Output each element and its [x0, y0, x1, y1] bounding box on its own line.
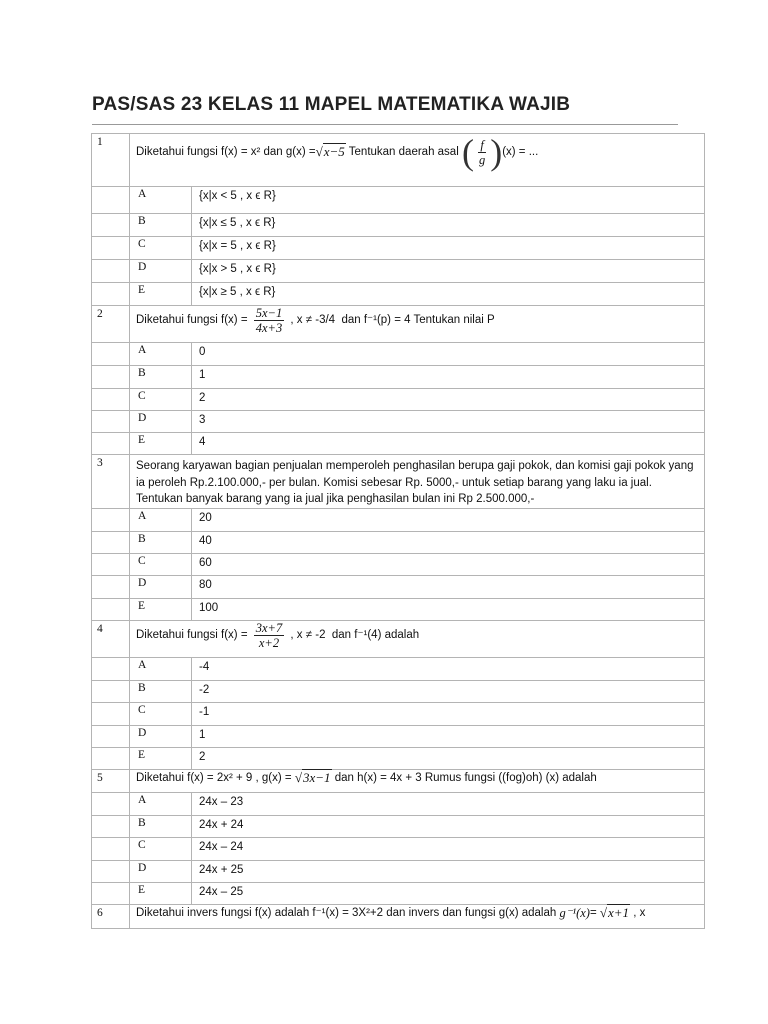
title-underline	[92, 124, 678, 125]
option-letter: C	[130, 553, 192, 575]
option-letter: C	[130, 237, 192, 260]
option-letter: C	[130, 702, 192, 725]
question-number: 6	[92, 904, 130, 928]
question-number: 2	[92, 306, 130, 343]
question-number: 5	[92, 769, 130, 792]
option-letter: D	[130, 575, 192, 598]
option-text: 24x + 24	[192, 815, 705, 837]
option-text: 24x – 25	[192, 882, 705, 904]
question-text	[130, 769, 705, 792]
page-title: PAS/SAS 23 KELAS 11 MAPEL MATEMATIKA WAJIB	[92, 94, 571, 115]
question-text	[130, 620, 705, 657]
option-letter: E	[130, 882, 192, 904]
option-letter: B	[130, 531, 192, 553]
option-text: 1	[192, 725, 705, 747]
option-letter: A	[130, 508, 192, 531]
option-letter: E	[130, 433, 192, 455]
option-letter: B	[130, 366, 192, 389]
option-text: 2	[192, 389, 705, 411]
option-text: 20	[192, 508, 705, 531]
q6-text-after: , x	[630, 906, 646, 919]
option-text: {x|x ≥ 5 , x ϵ R}	[192, 283, 705, 306]
question-row-6	[92, 904, 705, 928]
option-row	[92, 260, 705, 283]
fraction: $\frac{5x-1}{4x+3}$	[255, 306, 283, 335]
sqrt-expression: √3x−1	[294, 769, 331, 785]
option-text: 0	[192, 343, 705, 366]
option-letter: E	[130, 283, 192, 306]
question-number: 4	[92, 620, 130, 657]
q5-text-before: Diketahui f(x) = 2x² + 9 , g(x) =	[136, 771, 295, 784]
question-number: 3	[92, 455, 130, 509]
option-letter: D	[130, 411, 192, 433]
right-paren: )	[490, 132, 503, 172]
option-text: 80	[192, 575, 705, 598]
q1-text-after: (x) = ...	[502, 145, 539, 158]
question-row-2	[92, 306, 705, 343]
option-text: 24x – 24	[192, 837, 705, 860]
left-paren: (	[461, 132, 474, 172]
fraction: $\frac{f}{g}$	[478, 137, 486, 167]
option-row	[92, 214, 705, 237]
question-table	[91, 133, 705, 929]
option-text: 40	[192, 531, 705, 553]
sqrt-expression: √x−5	[315, 143, 345, 159]
q4-text-before: Diketahui fungsi f(x) =	[136, 628, 251, 641]
question-row-4	[92, 620, 705, 657]
option-text: -2	[192, 680, 705, 702]
option-letter: D	[130, 725, 192, 747]
q6-text-before: Diketahui invers fungsi f(x) adalah f⁻¹(x) = 3X²+2 dan invers dan fungsi g(x) adalah	[136, 906, 560, 919]
q5-text-after: dan h(x) = 4x + 3 Rumus fungsi ((fog)oh) (x) adalah	[331, 771, 597, 784]
option-letter: C	[130, 837, 192, 860]
fraction: $\frac{3x+7}{x+2}$	[255, 620, 283, 650]
option-letter: A	[130, 343, 192, 366]
option-text: 1	[192, 366, 705, 389]
q2-text-before: Diketahui fungsi f(x) =	[136, 314, 251, 327]
option-text: {x|x = 5 , x ϵ R}	[192, 237, 705, 260]
question-text	[130, 134, 705, 187]
question-number: 1	[92, 134, 130, 187]
option-letter: E	[130, 598, 192, 620]
question-row-5	[92, 769, 705, 792]
option-text: 100	[192, 598, 705, 620]
option-letter: C	[130, 389, 192, 411]
option-letter: A	[130, 792, 192, 815]
option-text: -4	[192, 657, 705, 680]
option-letter: D	[130, 260, 192, 283]
option-text: -1	[192, 702, 705, 725]
option-letter: B	[130, 680, 192, 702]
option-letter: A	[130, 657, 192, 680]
option-text: 24x – 23	[192, 792, 705, 815]
q2-text-after: , x ≠ -3/4 dan f⁻¹(p) = 4 Tentukan nilai P	[287, 314, 495, 327]
option-letter: B	[130, 214, 192, 237]
option-row	[92, 283, 705, 306]
option-row	[92, 237, 705, 260]
question-text	[130, 904, 705, 928]
q1-text-before: Diketahui fungsi f(x) = x² dan g(x) =	[136, 145, 316, 158]
option-letter: E	[130, 747, 192, 769]
question-text	[130, 306, 705, 343]
option-letter: D	[130, 860, 192, 882]
option-text: 2	[192, 747, 705, 769]
question-row-3	[92, 455, 705, 509]
option-row	[92, 187, 705, 214]
q6-text-eq: =	[589, 906, 600, 919]
option-text: 24x + 25	[192, 860, 705, 882]
option-letter: A	[130, 187, 192, 214]
q1-text-mid: Tentukan daerah asal	[345, 145, 462, 158]
question-text: Seorang karyawan bagian penjualan memperoleh penghasilan berupa gaji pokok, dan komisi gaji pokok yang ia peroleh Rp.2.100.000,- per bulan. Komisi sebesar Rp. 5000,- untuk setiap barang yang laku ia jual. Tentukan banyak barang yang ia jual jika penghasilan bulan ini Rp 2.500.000,-	[130, 455, 705, 509]
option-text: 3	[192, 411, 705, 433]
sqrt-expression: √x+1	[599, 904, 630, 920]
option-text: 60	[192, 553, 705, 575]
question-row-1	[92, 134, 705, 187]
option-text: {x|x ≤ 5 , x ϵ R}	[192, 214, 705, 237]
option-letter: B	[130, 815, 192, 837]
g-inverse: g⁻¹(x)	[559, 905, 590, 920]
option-text: 4	[192, 433, 705, 455]
q4-text-after: , x ≠ -2 dan f⁻¹(4) adalah	[287, 628, 420, 641]
option-text: {x|x < 5 , x ϵ R}	[192, 187, 705, 214]
option-text: {x|x > 5 , x ϵ R}	[192, 260, 705, 283]
